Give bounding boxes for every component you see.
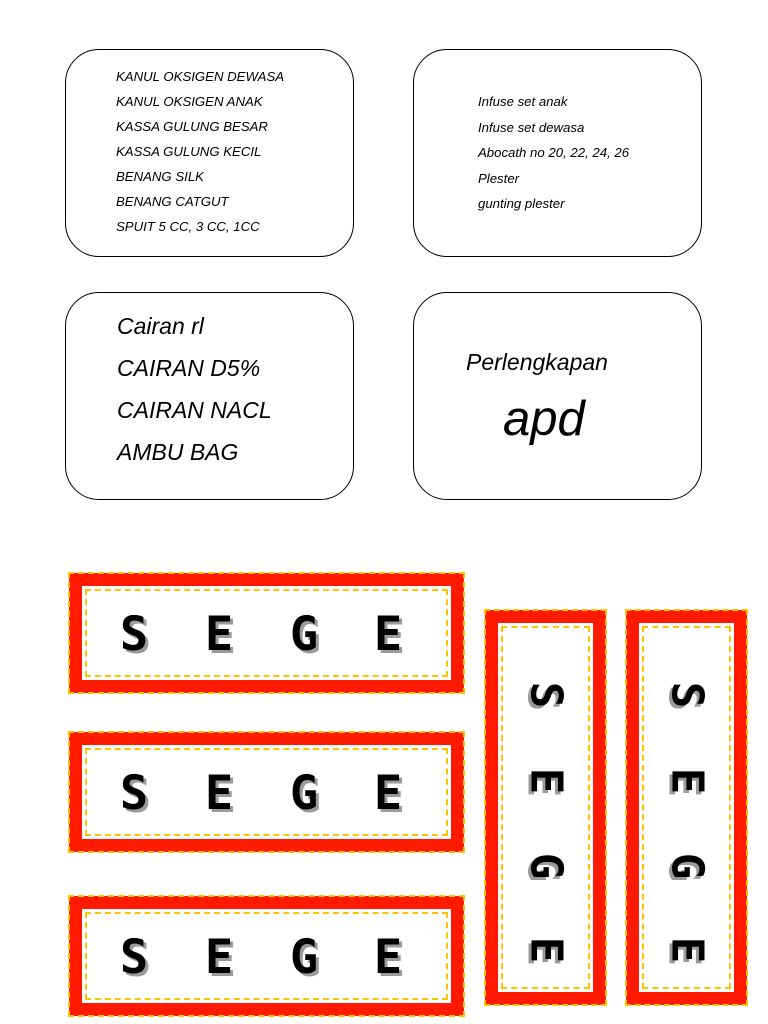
banner-letter: G [289,607,319,662]
list-item: KASSA GULUNG BESAR [116,119,268,134]
sege-banner-horizontal [69,732,464,852]
label-card-infusion-supplies [413,49,702,257]
banner-letter: E [204,607,234,662]
list-item: gunting plester [478,196,565,211]
list-item: Cairan rl [117,313,204,339]
banner-letter: E [661,936,713,964]
banner-letter: E [520,767,572,795]
banner-letter: E [373,766,403,821]
list-item: BENANG SILK [116,169,204,184]
list-item: SPUIT 5 CC, 3 CC, 1CC [116,219,260,234]
banner-letter: S [119,766,149,821]
card-big-text: apd [503,392,585,446]
list-item: Abocath no 20, 22, 24, 26 [478,145,630,160]
list-item: CAIRAN NACL [117,397,272,423]
label-card-oxygen-supplies [65,49,354,257]
banner-letter: S [661,681,713,709]
list-item: Infuse set dewasa [478,119,585,135]
banner-letter: S [520,681,572,709]
banner-letter: E [373,607,403,662]
sege-banner-vertical [626,610,747,1005]
banner-letter: S [119,607,149,662]
list-item: BENANG CATGUT [116,194,229,209]
card-heading: Perlengkapan [466,349,608,375]
label-card-fluids [65,292,354,500]
banner-letter: E [661,767,713,795]
sege-banner-horizontal [69,573,464,693]
list-item: CAIRAN D5% [117,355,261,381]
sege-banner-vertical [485,610,606,1005]
banner-letter: G [289,930,319,985]
label-card-apd [413,292,702,500]
supply-list [478,89,629,217]
banner-letter: E [204,930,234,985]
supply-list [117,305,272,473]
sege-banner-horizontal [69,896,464,1016]
banner-letter: E [520,936,572,964]
list-item: KANUL OKSIGEN DEWASA [116,69,285,84]
banner-letter: E [204,766,234,821]
banner-letter: E [373,930,403,985]
supply-list [116,64,284,239]
list-item: Infuse set anak [478,94,568,109]
banner-letter: G [661,852,713,880]
list-item: AMBU BAG [117,439,239,465]
banner-letter: G [289,766,319,821]
banner-letter: G [520,852,572,880]
banner-letter: S [119,930,149,985]
list-item: KANUL OKSIGEN ANAK [116,94,263,109]
list-item: Plester [478,170,520,186]
list-item: KASSA GULUNG KECIL [116,144,262,159]
